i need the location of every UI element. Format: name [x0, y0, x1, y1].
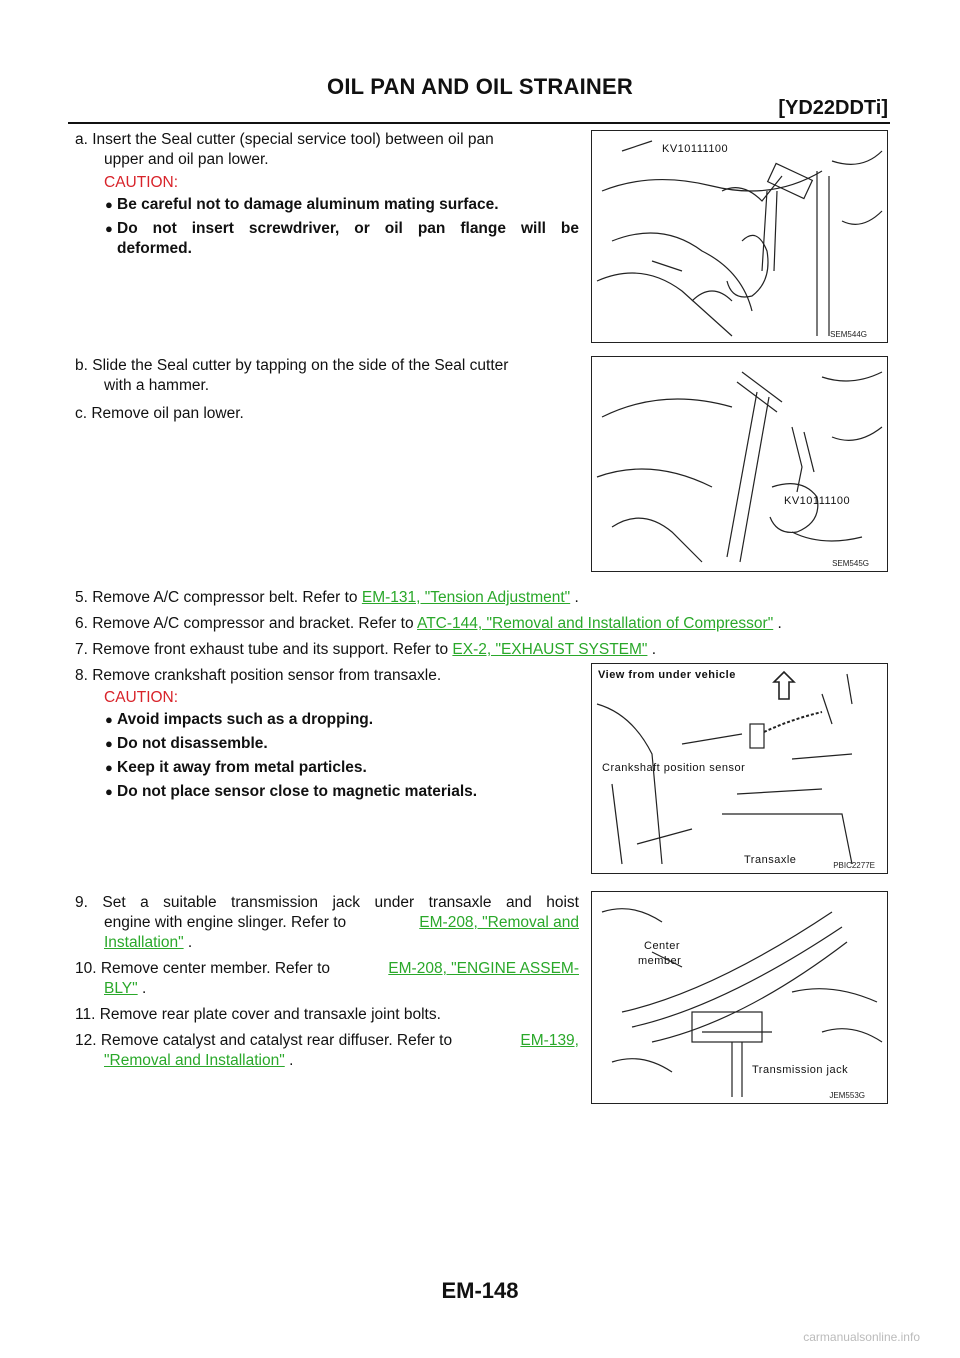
step-10-line2: BLY" . — [104, 980, 147, 997]
page-number: EM-148 — [441, 1278, 519, 1303]
link-em131[interactable]: EM-131, "Tension Adjustment" — [361, 589, 571, 606]
figure-code: JEM553G — [829, 1091, 865, 1100]
step-10: 10. Remove center member. Refer to EM-208, "ENGINE ASSEM- — [75, 960, 579, 977]
step-5: 5. Remove A/C compressor belt. Refer to EM-131, "Tension Adjustment" . — [75, 589, 579, 606]
caution-label: CAUTION: — [104, 174, 179, 191]
figure-seal-cutter-tap — [591, 356, 888, 572]
caution-bullet: ● Keep it away from metal particles. — [105, 759, 367, 776]
figure-seal-cutter-insert — [591, 130, 888, 343]
step-8-text: 8. Remove crankshaft position sensor from transaxle. — [75, 667, 442, 684]
step-c-text: c. Remove oil pan lower. — [75, 405, 244, 422]
link-em208-engine-cont[interactable]: BLY" — [104, 980, 138, 997]
tool-label: KV10111100 — [662, 143, 729, 155]
view-label: View from under vehicle — [598, 669, 736, 681]
page-title: OIL PAN AND OIL STRAINER — [327, 74, 633, 99]
member-label: Center — [644, 940, 681, 952]
link-em139-cont[interactable]: "Removal and Installation" — [104, 1052, 285, 1069]
caution-bullet: ● Do not insert screwdriver, or oil pan flange will be — [105, 220, 579, 237]
transaxle-label: Transaxle — [744, 854, 797, 866]
figure-crankshaft-sensor — [591, 663, 888, 874]
model-code: [YD22DDTi] — [778, 97, 888, 119]
caution-bullet: ● Be careful not to damage aluminum mating surface. — [105, 196, 499, 213]
step-12: 12. Remove catalyst and catalyst rear diffuser. Refer to EM-139, — [75, 1032, 579, 1049]
sensor-label: Crankshaft position sensor — [602, 762, 746, 774]
caution-bullet: ● Do not disassemble. — [105, 735, 268, 752]
step-b-text-cont: with a hammer. — [104, 377, 210, 394]
link-atc144[interactable]: ATC-144, "Removal and Installation of Compressor" — [417, 615, 774, 632]
step-9-line2: engine with engine slinger. Refer to EM-208, "Removal and — [104, 914, 579, 931]
jack-label: Transmission jack — [752, 1064, 849, 1076]
figure-center-member — [591, 891, 888, 1104]
caution-bullet: ● Avoid impacts such as a dropping. — [105, 711, 374, 728]
watermark: carmanualsonline.info — [803, 1330, 920, 1344]
tool-label: KV10111100 — [784, 495, 851, 507]
figure-code: SEM545G — [832, 559, 869, 568]
figure-code: SEM544G — [830, 330, 867, 339]
link-em139[interactable]: EM-139, — [520, 1032, 579, 1049]
link-em208-removal-cont[interactable]: Installation" — [104, 934, 184, 951]
caution-bullet-cont: deformed. — [117, 240, 192, 257]
step-7: 7. Remove front exhaust tube and its support. Refer to EX-2, "EXHAUST SYSTEM" . — [75, 641, 657, 658]
step-11-text: 11. Remove rear plate cover and transaxle joint bolts. — [75, 1006, 441, 1023]
step-9-line3: Installation" . — [104, 934, 193, 951]
caution-bullet: ● Do not place sensor close to magnetic materials. — [105, 783, 478, 800]
illustration-hand-tool — [592, 131, 887, 342]
member-label: member — [638, 955, 682, 967]
step-a-text-cont: upper and oil pan lower. — [104, 151, 269, 168]
figure-code: PBIC2277E — [833, 861, 875, 870]
step-b-text: b. Slide the Seal cutter by tapping on the side of the Seal cutter — [75, 357, 509, 374]
step-6: 6. Remove A/C compressor and bracket. Refer to ATC-144, "Removal and Installation of Compressor" . — [75, 615, 782, 632]
caution-label: CAUTION: — [104, 689, 179, 706]
link-em208-engine[interactable]: EM-208, "ENGINE ASSEM- — [388, 960, 579, 977]
step-9-text: 9. Set a suitable transmission jack under transaxle and hoist — [75, 894, 579, 911]
step-a-text: a. Insert the Seal cutter (special service tool) between oil pan — [75, 131, 494, 148]
link-ex2[interactable]: EX-2, "EXHAUST SYSTEM" — [452, 641, 648, 658]
header-rule — [68, 122, 890, 124]
illustration-hammer — [592, 357, 887, 571]
step-12-line2: "Removal and Installation" . — [104, 1052, 294, 1069]
link-em208-removal[interactable]: EM-208, "Removal and — [419, 914, 579, 931]
